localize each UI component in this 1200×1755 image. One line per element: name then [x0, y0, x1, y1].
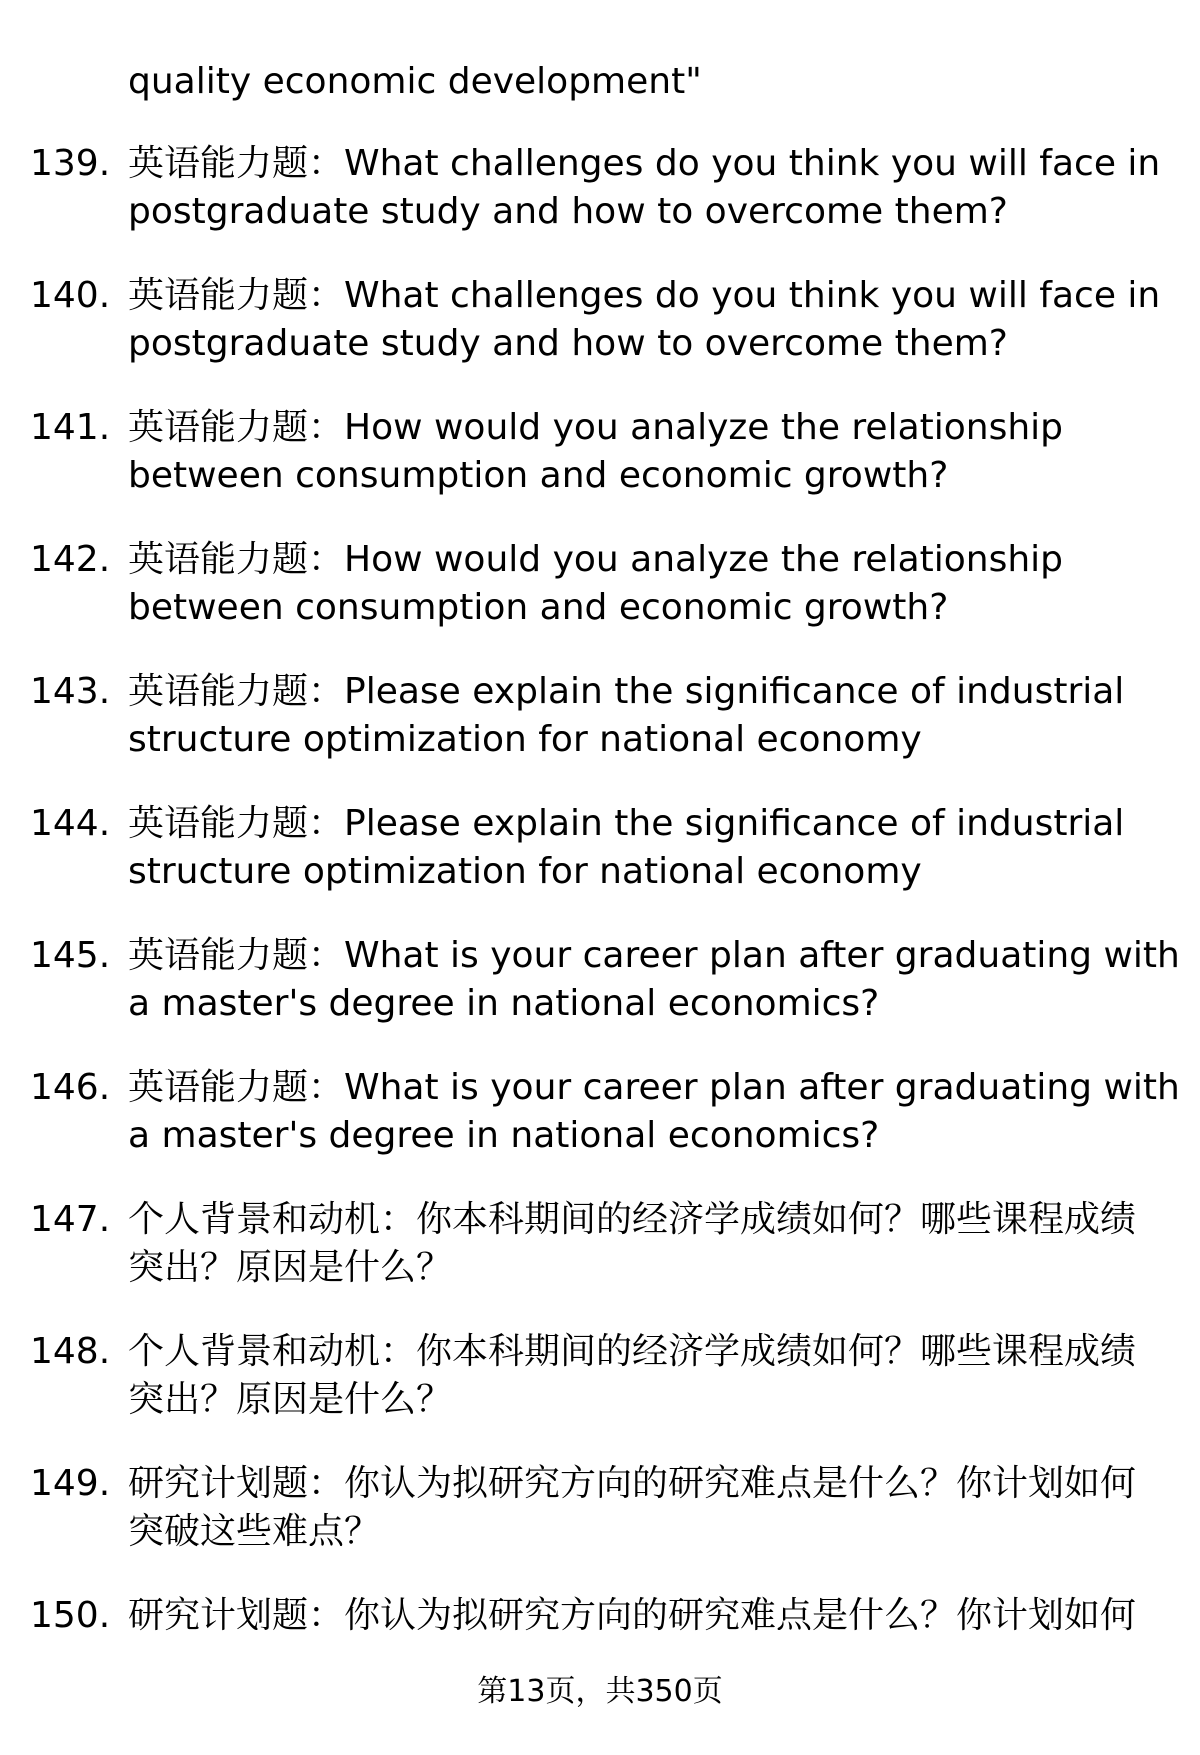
question-text-line: 突出？原因是什么？: [128, 1379, 453, 1420]
page-footer: 第13页，共350页: [477, 1674, 723, 1709]
question-text-line: a master's degree in national economics?: [128, 983, 880, 1024]
question-number: 141.: [30, 407, 111, 448]
question-number: 149.: [30, 1463, 111, 1504]
question-text-line: postgraduate study and how to overcome them?: [128, 191, 1008, 232]
continuation-text: quality economic development": [128, 61, 702, 102]
question-text: [128, 1328, 1148, 1424]
question-text: [128, 668, 1148, 764]
question-text-line: between consumption and economic growth?: [128, 587, 949, 628]
question-text-line: 英语能力题：How would you analyze the relationship: [128, 407, 1064, 448]
question-text: [128, 1592, 1148, 1640]
list-item: [0, 1328, 1200, 1460]
question-text-line: a master's degree in national economics?: [128, 1115, 880, 1156]
question-text: [128, 140, 1161, 236]
question-text-line: 英语能力题：What challenges do you think you will face in: [128, 275, 1161, 316]
question-text-line: 英语能力题：What is your career plan after graduating with: [128, 1067, 1180, 1108]
question-number: 148.: [30, 1331, 111, 1372]
question-text-line: 英语能力题：What is your career plan after graduating with: [128, 935, 1180, 976]
list-item: [0, 1064, 1200, 1196]
question-text-line: 突破这些难点？: [128, 1511, 381, 1552]
question-list: [0, 140, 1200, 1724]
question-text: [128, 1196, 1148, 1292]
question-text-line: 英语能力题：What challenges do you think you will face in: [128, 143, 1161, 184]
question-text-line: postgraduate study and how to overcome them?: [128, 323, 1008, 364]
list-item: [0, 536, 1200, 668]
question-number: 139.: [30, 143, 111, 184]
question-text-line: 个人背景和动机：你本科期间的经济学成绩如何？哪些课程成绩: [128, 1199, 1137, 1240]
list-item: [0, 800, 1200, 932]
question-text-line: structure optimization for national economy: [128, 719, 922, 760]
question-text-line: 研究计划题：你认为拟研究方向的研究难点是什么？你计划如何: [128, 1463, 1137, 1504]
list-item: [0, 272, 1200, 404]
question-number: 143.: [30, 671, 111, 712]
question-text: [128, 272, 1161, 368]
question-number: 140.: [30, 275, 111, 316]
question-number: 146.: [30, 1067, 111, 1108]
question-number: 145.: [30, 935, 111, 976]
question-text: [128, 536, 1148, 632]
question-number: 142.: [30, 539, 111, 580]
question-text-line: 研究计划题：你认为拟研究方向的研究难点是什么？你计划如何: [128, 1595, 1137, 1636]
list-item: [0, 404, 1200, 536]
question-text: [128, 404, 1148, 500]
question-text: [128, 1064, 1180, 1160]
question-text-line: between consumption and economic growth?: [128, 455, 949, 496]
question-text-line: 英语能力题：Please explain the significance of industrial: [128, 803, 1125, 844]
question-number: 150.: [30, 1595, 111, 1636]
list-item: [0, 1460, 1200, 1592]
question-text-line: 英语能力题：Please explain the significance of industrial: [128, 671, 1125, 712]
list-item: [0, 1196, 1200, 1328]
question-text: [128, 800, 1148, 896]
list-item: [0, 668, 1200, 800]
question-text-line: 个人背景和动机：你本科期间的经济学成绩如何？哪些课程成绩: [128, 1331, 1137, 1372]
question-number: 144.: [30, 803, 111, 844]
question-number: 147.: [30, 1199, 111, 1240]
list-item: [0, 932, 1200, 1064]
question-text-line: 英语能力题：How would you analyze the relationship: [128, 539, 1064, 580]
question-text-line: structure optimization for national economy: [128, 851, 922, 892]
question-text: [128, 1460, 1148, 1556]
question-text: [128, 932, 1180, 1028]
list-item: [0, 140, 1200, 272]
question-text-line: 突出？原因是什么？: [128, 1247, 453, 1288]
